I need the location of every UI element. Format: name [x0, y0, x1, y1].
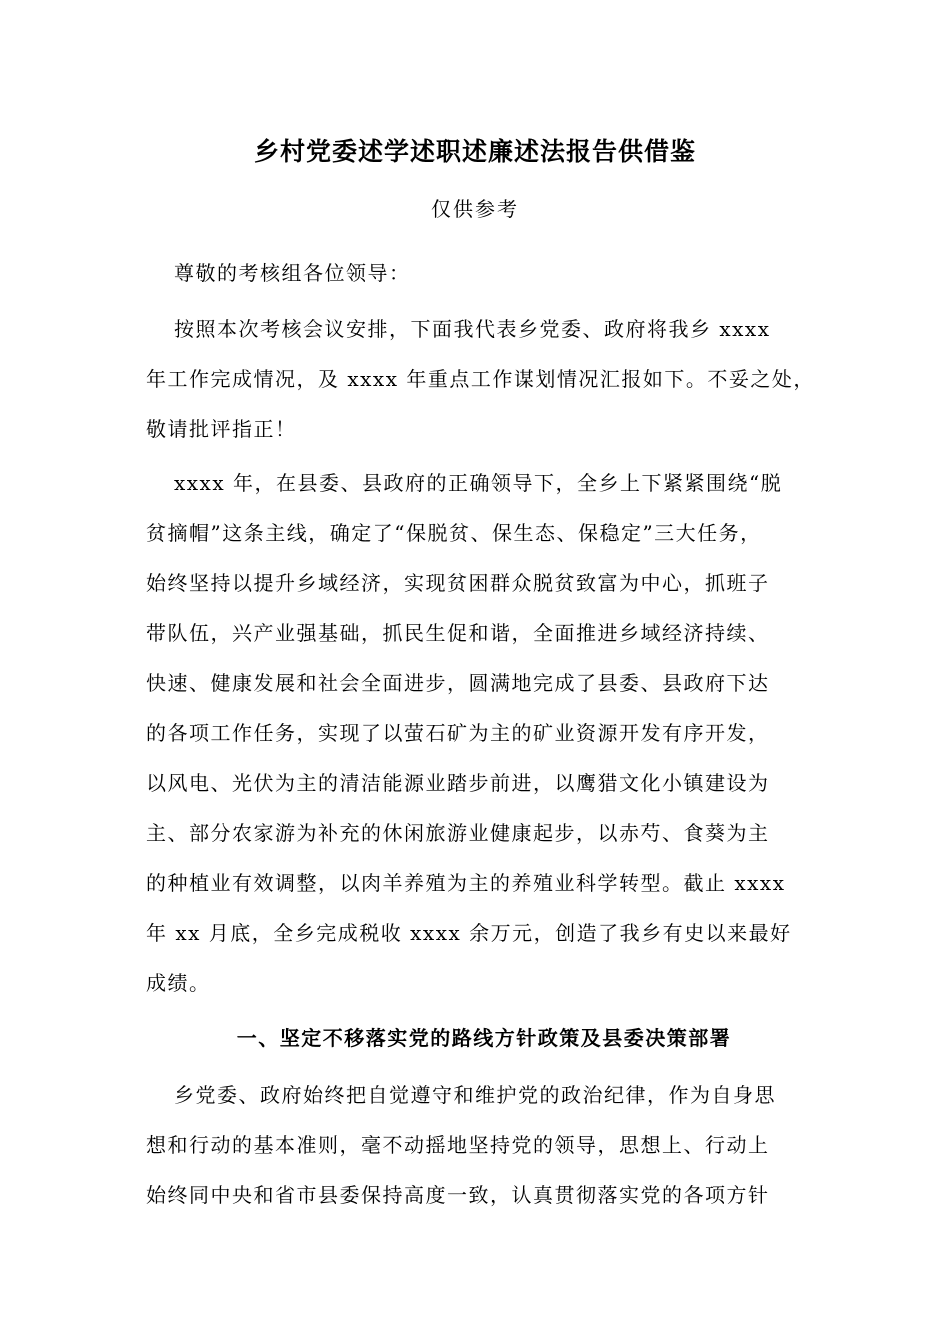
paragraph-line: 的各项工作任务，实现了以萤石矿为主的矿业资源开发有序开发，: [146, 721, 770, 745]
paragraph-line: 贫摘帽”这条主线，确定了“保脱贫、保生态、保稳定”三大任务，: [146, 521, 762, 545]
paragraph-line: 想和行动的基本准则，毫不动摇地坚持党的领导，思想上、行动上: [146, 1133, 770, 1157]
document-subtitle: 仅供参考: [431, 197, 519, 221]
paragraph-line: 始终坚持以提升乡域经济，实现贫困群众脱贫致富为中心，抓班子: [146, 571, 770, 595]
document-title: 乡村党委述学述职述廉述法报告供借鉴: [253, 137, 696, 166]
paragraph-line: 乡党委、政府始终把自觉遵守和维护党的政治纪律，作为自身思: [174, 1083, 776, 1107]
paragraph-line: 按照本次考核会议安排，下面我代表乡党委、政府将我乡 xxxx: [174, 317, 771, 341]
paragraph-line: 主、部分农家游为补充的休闲旅游业健康起步，以赤芍、食葵为主: [146, 821, 770, 845]
paragraph-line: 成绩。: [146, 971, 211, 995]
paragraph-section-1: [146, 1070, 822, 1220]
paragraph-line: 的种植业有效调整，以肉羊养殖为主的养殖业科学转型。截止 xxxx: [146, 871, 786, 895]
paragraph-line: 快速、健康发展和社会全面进步，圆满地完成了县委、县政府下达: [146, 671, 770, 695]
salutation: 尊敬的考核组各位领导：: [174, 261, 411, 285]
paragraph-line: xxxx 年，在县委、县政府的正确领导下，全乡上下紧紧围绕“脱: [174, 471, 783, 495]
paragraph-line: 年工作完成情况，及 xxxx 年重点工作谋划情况汇报如下。不妥之处，: [146, 367, 815, 391]
paragraph-line: 带队伍，兴产业强基础，抓民生促和谐，全面推进乡域经济持续、: [146, 621, 770, 645]
section-heading: 一、坚定不移落实党的路线方针政策及县委决策部署: [236, 1026, 732, 1050]
paragraph-intro: [146, 304, 822, 454]
paragraph-line: 敬请批评指正！: [146, 417, 297, 441]
paragraph-line: 年 xx 月底，全乡完成税收 xxxx 余万元，创造了我乡有史以来最好: [146, 921, 792, 945]
paragraph-summary: [146, 458, 822, 1008]
paragraph-line: 始终同中央和省市县委保持高度一致，认真贯彻落实党的各项方针: [146, 1183, 770, 1207]
paragraph-line: 以风电、光伏为主的清洁能源业踏步前进，以鹰猎文化小镇建设为: [146, 771, 770, 795]
